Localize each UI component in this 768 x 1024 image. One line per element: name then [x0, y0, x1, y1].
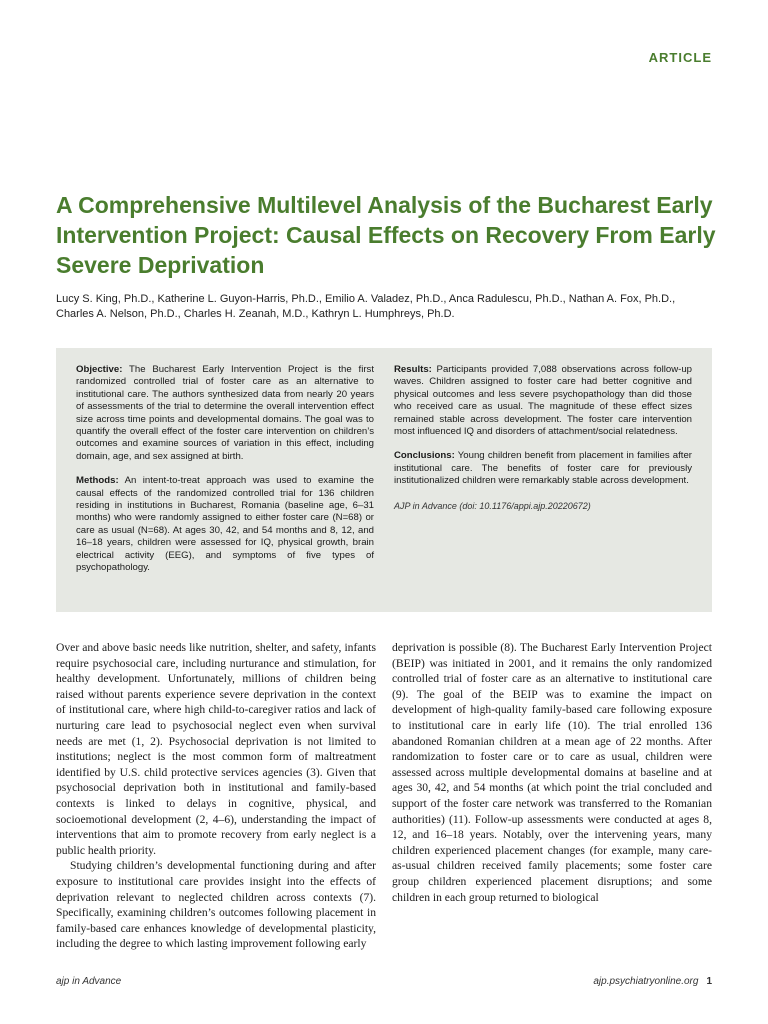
- body-paragraph-1: Over and above basic needs like nutrition, shelter, and safety, infants require psychosocial care, including nurturance and stimulation, for healthy development. Unfortunately, millions of children being raised without parents experience severe deprivation in the context of institutional care, where high child-to-caregiver ratios and lack of nurturing care lead to psychosocial neglect even when survival needs are met (1, 2). Psychosocial deprivation is not limited to institutions; neglect is the most common form of maltreatment identified by U.S. child protective services agencies (3). Given that psychosocial deprivation both in institutional and family-based contexts is linked to delays in cognitive, physical, and socioemotional development (2, 4–6), understanding the impact of interventions that aim to promote recovery from early neglect is a public health priority.: [56, 641, 376, 857]
- body-paragraph-2-continued: deprivation is possible (8). The Bucharest Early Intervention Project (BEIP) was initiated in 2001, and it remains the only randomized controlled trial of foster care as an alternative to institutional care (9). The goal of the BEIP was to examine the impact on development of high-quality family-based care following exposure to institutional care in early life (10). The trial enrolled 136 abandoned Romanian children at a mean age of 22 months. After randomization to foster care or to care as usual, children were assessed across multiple developmental domains at baseline and at ages 30, 42, and 54 months (at which point the trial concluded and support of the foster care network was transferred to the Romanian authorities) (11). Follow-up assessments were conducted at ages 8, 12, and 16–18 years. Notably, over the intervening years, many children experienced placement changes (for example, many care-as-usual children received family placements; some foster care group children experienced placement disruptions; and some children in each group returned to biological: [392, 641, 712, 904]
- objective-text: The Bucharest Early Intervention Project is the first randomized controlled trial of foster care as an alternative to institutional care. The authors synthesized data from nearly 20 years of assessments of the trial to determine the overall intervention effect size across time points and developmental domains. The goal was to quantify the overall effect of the foster care intervention on children’s outcomes and examine sources of variation in this effect, including domain, age, and sex assigned at birth.: [76, 364, 374, 462]
- body-right-column: [392, 640, 712, 905]
- abstract-box: [56, 348, 712, 612]
- abstract-left-column: [76, 364, 374, 587]
- article-title: A Comprehensive Multilevel Analysis of the Bucharest Early Intervention Project: Causal Effects on Recovery From Early Severe Deprivation: [56, 192, 716, 278]
- objective-heading: Objective:: [76, 364, 123, 375]
- author-list: Lucy S. King, Ph.D., Katherine L. Guyon-Harris, Ph.D., Emilio A. Valadez, Ph.D., Anca Radulescu, Ph.D., Nathan A. Fox, Ph.D., Charles A. Nelson, Ph.D., Charles H. Zeanah, M.D., Kathryn L. Humphreys, Ph.D.: [56, 293, 676, 320]
- conclusions-text: Young children benefit from placement in families after institutional care. The benefits of foster care for previously institutionalized children were remarkably stable across development.: [394, 450, 692, 487]
- methods-text: An intent-to-treat approach was used to examine the causal effects of the randomized controlled trial for 136 children residing in institutions in Bucharest, Romania (baseline age, 6–31 months) who were randomly assigned to either foster care (N=68) or care as usual (N=68). At ages 30, 42, and 54 months and 8, 12, and 16–18 years, children were assessed for IQ, physical growth, brain electrical activity (EEG), and symptoms of five types of psychopathology.: [76, 475, 374, 574]
- abstract-results: [394, 364, 692, 438]
- body-paragraph-2: Studying children’s developmental functioning during and after exposure to institutional care provides insight into the effects of deprivation relevant to neglected children across contexts (7). Specifically, examining children’s outcomes following placement in family-based care enhances knowledge of developmental plasticity, including the degree to which lasting improvement following early: [56, 859, 376, 951]
- footer-right: [593, 976, 712, 987]
- results-heading: Results:: [394, 364, 432, 375]
- abstract-methods: [76, 475, 374, 574]
- page-number: 1: [706, 976, 712, 987]
- footer-journal: ajp in Advance: [56, 976, 122, 987]
- abstract-objective: [76, 364, 374, 463]
- abstract-conclusions: [394, 450, 692, 487]
- body-left-column: [56, 640, 376, 952]
- footer-site-link[interactable]: ajp.psychiatryonline.org: [593, 976, 699, 987]
- methods-heading: Methods:: [76, 475, 119, 487]
- abstract-citation: AJP in Advance (doi: 10.1176/appi.ajp.20220672): [394, 500, 591, 511]
- results-text: Participants provided 7,088 observations across follow-up waves. Children assigned to foster care had better cognitive and physical outcomes and less severe psychopathology than did those who received care as usual. The magnitude of these effect sizes remained stable across development. The foster care intervention most influenced IQ and disorders of attachment/social relatedness.: [394, 364, 692, 438]
- abstract-right-column: [394, 364, 692, 524]
- section-label: ARTICLE: [648, 50, 712, 65]
- conclusions-heading: Conclusions:: [394, 450, 455, 462]
